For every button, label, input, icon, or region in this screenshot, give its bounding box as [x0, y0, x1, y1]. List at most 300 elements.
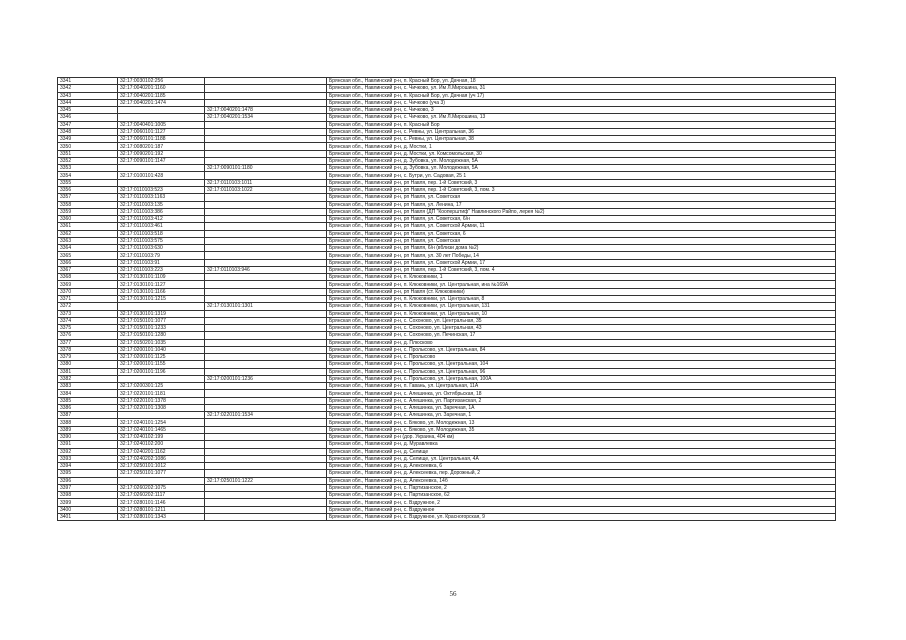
row-number-cell: 3372 — [58, 303, 118, 310]
table-row — [58, 448, 836, 455]
cadastral-number-cell: 32:17:0260202:1075 — [118, 484, 205, 491]
table-row — [58, 172, 836, 179]
table-row — [58, 165, 836, 172]
address-cell: Брянская обл., Навлинский р-н, д. Плюсково — [327, 339, 836, 346]
table-row — [58, 230, 836, 237]
cadastral-number-cell: 32:17:0220101:1378 — [118, 397, 205, 404]
row-number-cell: 3341 — [58, 78, 118, 85]
address-cell: Брянская обл., Навлинский р-н, с. Пролысово, ул. Центральная, 84 — [327, 346, 836, 353]
address-cell: Брянская обл., Навлинский р-н, п. Красный Бор, ул. Дачная, 18 — [327, 78, 836, 85]
row-number-cell: 3387 — [58, 412, 118, 419]
secondary-cadastral-number-cell — [205, 136, 327, 143]
table-row — [58, 513, 836, 520]
address-cell: Брянская обл., Навлинский р-н, рп Навля, ул. Советская, 6 — [327, 230, 836, 237]
table-row — [58, 128, 836, 135]
cadastral-number-cell: 32:17:0200101:1196 — [118, 368, 205, 375]
cadastral-number-cell: 32:17:0130101:1166 — [118, 288, 205, 295]
address-cell: Брянская обл., Навлинский р-н, рп Навля, пер. 1-й Советский, 3, пом. 4 — [327, 266, 836, 273]
address-cell: Брянская обл., Навлинский р-н, д. Алексеевка, пер. Дорожный, 2 — [327, 470, 836, 477]
row-number-cell: 3373 — [58, 310, 118, 317]
row-number-cell: 3366 — [58, 259, 118, 266]
row-number-cell: 3369 — [58, 281, 118, 288]
row-number-cell: 3367 — [58, 266, 118, 273]
table-row — [58, 484, 836, 491]
cadastral-number-cell: 32:17:0150101:1077 — [118, 317, 205, 324]
address-cell: Брянская обл., Навлинский р-н (дор. Украина, 404 км) — [327, 434, 836, 441]
table-row — [58, 368, 836, 375]
table-row — [58, 354, 836, 361]
row-number-cell: 3398 — [58, 492, 118, 499]
row-number-cell: 3380 — [58, 361, 118, 368]
secondary-cadastral-number-cell — [205, 492, 327, 499]
secondary-cadastral-number-cell — [205, 157, 327, 164]
address-cell: Брянская обл., Навлинский р-н, д. Алексеевка, 6 — [327, 463, 836, 470]
secondary-cadastral-number-cell: 32:17:0250101:1222 — [205, 477, 327, 484]
address-cell: Брянская обл., Навлинский р-н, д. Мостки, ул. Комсомольская, 30 — [327, 150, 836, 157]
address-cell: Брянская обл., Навлинский р-н, с. Чичково, ул. Им Л.Мирошина, 31 — [327, 85, 836, 92]
table-row — [58, 157, 836, 164]
row-number-cell: 3365 — [58, 252, 118, 259]
address-cell: Брянская обл., Навлинский р-н, рп Навля (ст. Клюковники) — [327, 288, 836, 295]
address-cell: Брянская обл., Навлинский р-н, с. Бяково, ул. Молодежная, 13 — [327, 419, 836, 426]
table-row — [58, 245, 836, 252]
row-number-cell: 3342 — [58, 85, 118, 92]
secondary-cadastral-number-cell — [205, 201, 327, 208]
row-number-cell: 3371 — [58, 295, 118, 302]
address-cell: Брянская обл., Навлинский р-н, рп Навля, ул. Ленина, 17 — [327, 201, 836, 208]
address-cell: Брянская обл., Навлинский р-н, рп Навля, ул. Советской Армии, 17 — [327, 259, 836, 266]
row-number-cell: 3362 — [58, 230, 118, 237]
address-cell: Брянская обл., Навлинский р-н, рп Навля, пер. 1-й Советский, 3 — [327, 179, 836, 186]
cadastral-number-cell — [118, 107, 205, 114]
row-number-cell: 3363 — [58, 237, 118, 244]
secondary-cadastral-number-cell — [205, 172, 327, 179]
secondary-cadastral-number-cell — [205, 325, 327, 332]
secondary-cadastral-number-cell — [205, 92, 327, 99]
cadastral-number-cell — [118, 375, 205, 382]
cadastral-number-cell: 32:17:0090201:192 — [118, 150, 205, 157]
cadastral-number-cell: 32:17:0240201:1162 — [118, 448, 205, 455]
row-number-cell: 3377 — [58, 339, 118, 346]
address-cell: Брянская обл., Навлинский р-н, с. Бутри, ул. Садовая, 25 1 — [327, 172, 836, 179]
row-number-cell: 3381 — [58, 368, 118, 375]
table-row — [58, 281, 836, 288]
cadastral-number-cell: 32:17:0080201:187 — [118, 143, 205, 150]
secondary-cadastral-number-cell — [205, 455, 327, 462]
secondary-cadastral-number-cell: 32:17:0040201:1478 — [205, 107, 327, 114]
cadastral-number-cell — [118, 179, 205, 186]
cadastral-number-cell: 32:17:0130101:1319 — [118, 310, 205, 317]
address-cell: Брянская обл., Навлинский р-н, с. Вздружное, 2 — [327, 499, 836, 506]
secondary-cadastral-number-cell — [205, 426, 327, 433]
address-cell: Брянская обл., Навлинский р-н, с. Чичково, 3 — [327, 107, 836, 114]
row-number-cell: 3400 — [58, 506, 118, 513]
row-number-cell: 3356 — [58, 186, 118, 193]
cadastral-number-cell: 32:17:0240202:1086 — [118, 455, 205, 462]
row-number-cell: 3361 — [58, 223, 118, 230]
row-number-cell: 3368 — [58, 274, 118, 281]
address-cell: Брянская обл., Навлинский р-н, рп Навля, ул. Советской Армии, 11 — [327, 223, 836, 230]
address-cell: Брянская обл., Навлинский р-н, п. Гавань, ул. Центральная, 11А — [327, 383, 836, 390]
secondary-cadastral-number-cell — [205, 245, 327, 252]
table-row — [58, 390, 836, 397]
cadastral-number-cell — [118, 114, 205, 121]
secondary-cadastral-number-cell — [205, 484, 327, 491]
row-number-cell: 3401 — [58, 513, 118, 520]
address-cell: Брянская обл., Навлинский р-н, рп Навля, ул. 30 лет Победы, 14 — [327, 252, 836, 259]
table-row — [58, 114, 836, 121]
table-row — [58, 92, 836, 99]
cadastral-number-cell: 32:17:0200301:125 — [118, 383, 205, 390]
secondary-cadastral-number-cell — [205, 310, 327, 317]
address-cell: Брянская обл., Навлинский р-н, с. Ревны, ул. Центральная, 36 — [327, 128, 836, 135]
secondary-cadastral-number-cell — [205, 317, 327, 324]
table-row — [58, 295, 836, 302]
row-number-cell: 3352 — [58, 157, 118, 164]
address-cell: Брянская обл., Навлинский р-н, п. Клюковники, ул. Центральная, ина №169А — [327, 281, 836, 288]
cadastral-number-cell: 32:17:0110103:135 — [118, 201, 205, 208]
secondary-cadastral-number-cell — [205, 216, 327, 223]
table-row — [58, 107, 836, 114]
row-number-cell: 3385 — [58, 397, 118, 404]
address-cell: Брянская обл., Навлинский р-н, рп Навля, 6/н (вблизи дома №2) — [327, 245, 836, 252]
row-number-cell: 3364 — [58, 245, 118, 252]
address-cell: Брянская обл., Навлинский р-н, с. Пролысово, ул. Центральная, 96 — [327, 368, 836, 375]
cadastral-number-cell: 32:17:0150101:1233 — [118, 325, 205, 332]
cadastral-number-cell: 32:17:0040401:1005 — [118, 121, 205, 128]
row-number-cell: 3360 — [58, 216, 118, 223]
table-row — [58, 252, 836, 259]
address-cell: Брянская обл., Навлинский р-н, п. Клюковники, ул. Центральная, 10 — [327, 310, 836, 317]
table-row — [58, 455, 836, 462]
row-number-cell: 3357 — [58, 194, 118, 201]
row-number-cell: 3379 — [58, 354, 118, 361]
cadastral-number-cell: 32:17:0110103:461 — [118, 223, 205, 230]
row-number-cell: 3390 — [58, 434, 118, 441]
secondary-cadastral-number-cell: 32:17:0040201:1534 — [205, 114, 327, 121]
cadastral-number-cell: 32:17:0110103:523 — [118, 186, 205, 193]
table-row — [58, 426, 836, 433]
row-number-cell: 3382 — [58, 375, 118, 382]
row-number-cell: 3375 — [58, 325, 118, 332]
table-row — [58, 470, 836, 477]
cadastral-number-cell: 32:17:0100101:428 — [118, 172, 205, 179]
table-row — [58, 121, 836, 128]
row-number-cell: 3354 — [58, 172, 118, 179]
table-row — [58, 259, 836, 266]
property-registry-table — [57, 77, 836, 521]
table-row — [58, 506, 836, 513]
table-row — [58, 317, 836, 324]
cadastral-number-cell: 32:17:0130101:1127 — [118, 281, 205, 288]
table-row — [58, 208, 836, 215]
address-cell: Брянская обл., Навлинский р-н, д. Алексеевка, 14б — [327, 477, 836, 484]
row-number-cell: 3370 — [58, 288, 118, 295]
row-number-cell: 3351 — [58, 150, 118, 157]
cadastral-number-cell: 32:17:0240101:1465 — [118, 426, 205, 433]
secondary-cadastral-number-cell — [205, 332, 327, 339]
cadastral-number-cell: 32:17:0130101:1109 — [118, 274, 205, 281]
address-cell: Брянская обл., Навлинский р-н, п. Красный Бор, ул. Дачная (уч 17) — [327, 92, 836, 99]
address-cell: Брянская обл., Навлинский р-н, п. Клюковники, 1 — [327, 274, 836, 281]
row-number-cell: 3346 — [58, 114, 118, 121]
secondary-cadastral-number-cell: 32:17:0090101:1180 — [205, 165, 327, 172]
address-cell: Брянская обл., Навлинский р-н, с. Алешинка, ул. Партизанская, 2 — [327, 397, 836, 404]
row-number-cell: 3343 — [58, 92, 118, 99]
row-number-cell: 3345 — [58, 107, 118, 114]
row-number-cell: 3392 — [58, 448, 118, 455]
cadastral-number-cell: 32:17:0150201:1035 — [118, 339, 205, 346]
cadastral-number-cell: 32:17:0110103:575 — [118, 237, 205, 244]
address-cell: Брянская обл., Навлинский р-н, д. Селище — [327, 448, 836, 455]
cadastral-number-cell: 32:17:0110103:223 — [118, 266, 205, 273]
table-row — [58, 78, 836, 85]
address-cell: Брянская обл., Навлинский р-н, д. Мостки, 1 — [327, 143, 836, 150]
cadastral-number-cell — [118, 303, 205, 310]
address-cell: Брянская обл., Навлинский р-н, рп Навля, ул. Советская — [327, 194, 836, 201]
table-row — [58, 419, 836, 426]
row-number-cell: 3394 — [58, 463, 118, 470]
table-row — [58, 136, 836, 143]
table-row — [58, 332, 836, 339]
cadastral-number-cell: 32:17:0280101:1146 — [118, 499, 205, 506]
table-row — [58, 441, 836, 448]
row-number-cell: 3358 — [58, 201, 118, 208]
address-cell: Брянская обл., Навлинский р-н, с. Пролысово, ул. Центральная, 100А — [327, 375, 836, 382]
cadastral-number-cell: 32:17:0250101:1012 — [118, 463, 205, 470]
cadastral-number-cell: 32:17:0060101:1127 — [118, 128, 205, 135]
table-row — [58, 499, 836, 506]
cadastral-number-cell: 32:17:0250101:1077 — [118, 470, 205, 477]
cadastral-number-cell: 32:17:0110103:518 — [118, 230, 205, 237]
table-row — [58, 383, 836, 390]
table-row — [58, 179, 836, 186]
secondary-cadastral-number-cell — [205, 339, 327, 346]
cadastral-number-cell: 32:17:0060101:1188 — [118, 136, 205, 143]
row-number-cell: 3347 — [58, 121, 118, 128]
cadastral-number-cell: 32:17:0040201:1185 — [118, 92, 205, 99]
secondary-cadastral-number-cell — [205, 274, 327, 281]
address-cell: Брянская обл., Навлинский р-н, д. Зубовка, ул. Молодежная, 5А — [327, 165, 836, 172]
registry-table-body — [58, 78, 836, 521]
cadastral-number-cell: 32:17:0030102:256 — [118, 78, 205, 85]
page-number: 56 — [449, 590, 457, 598]
address-cell: Брянская обл., Навлинский р-н, рп Навля, пер. 1-й Советский, 3, пом. 3 — [327, 186, 836, 193]
secondary-cadastral-number-cell: 32:17:0110103:1022 — [205, 186, 327, 193]
table-row — [58, 194, 836, 201]
table-row — [58, 223, 836, 230]
secondary-cadastral-number-cell: 32:17:0110103:946 — [205, 266, 327, 273]
table-row — [58, 397, 836, 404]
table-row — [58, 303, 836, 310]
address-cell: Брянская обл., Навлинский р-н, с. Алешинка, ул. Октябрьская, 18 — [327, 390, 836, 397]
cadastral-number-cell: 32:17:0110103:91 — [118, 259, 205, 266]
row-number-cell: 3393 — [58, 455, 118, 462]
table-row — [58, 266, 836, 273]
secondary-cadastral-number-cell — [205, 397, 327, 404]
cadastral-number-cell: 32:17:0110103:412 — [118, 216, 205, 223]
address-cell: Брянская обл., Навлинский р-н, рп Навля, ул. Советская, 6/н — [327, 216, 836, 223]
secondary-cadastral-number-cell — [205, 281, 327, 288]
cadastral-number-cell: 32:17:0200101:1040 — [118, 346, 205, 353]
secondary-cadastral-number-cell — [205, 121, 327, 128]
table-row — [58, 325, 836, 332]
secondary-cadastral-number-cell — [205, 78, 327, 85]
address-cell: Брянская обл., Навлинский р-н, д. Селище, ул. Центральная, 4А — [327, 455, 836, 462]
address-cell: Брянская обл., Навлинский р-н, с. Вздружное, ул. Красногорская, 9 — [327, 513, 836, 520]
row-number-cell: 3359 — [58, 208, 118, 215]
table-row — [58, 339, 836, 346]
secondary-cadastral-number-cell — [205, 85, 327, 92]
address-cell: Брянская обл., Навлинский р-н, с. Ревны, ул. Центральная, 38 — [327, 136, 836, 143]
secondary-cadastral-number-cell — [205, 506, 327, 513]
address-cell: Брянская обл., Навлинский р-н, с. Сохоново, ул. Центральная, 35 — [327, 317, 836, 324]
cadastral-number-cell: 32:17:0040201:1474 — [118, 99, 205, 106]
secondary-cadastral-number-cell — [205, 288, 327, 295]
cadastral-number-cell: 32:17:0110103:1163 — [118, 194, 205, 201]
secondary-cadastral-number-cell — [205, 346, 327, 353]
address-cell: Брянская обл., Навлинский р-н, с. Чичково, ул. Им Л.Мирошина, 13 — [327, 114, 836, 121]
table-row — [58, 492, 836, 499]
address-cell: Брянская обл., Навлинский р-н, рп Навля, ул. Советская — [327, 237, 836, 244]
row-number-cell: 3374 — [58, 317, 118, 324]
secondary-cadastral-number-cell — [205, 237, 327, 244]
table-row — [58, 346, 836, 353]
table-row — [58, 85, 836, 92]
cadastral-number-cell: 32:17:0150101:1280 — [118, 332, 205, 339]
address-cell: Брянская обл., Навлинский р-н, д. Зубовка, ул. Молодежная, 5А — [327, 157, 836, 164]
secondary-cadastral-number-cell — [205, 295, 327, 302]
secondary-cadastral-number-cell — [205, 143, 327, 150]
cadastral-number-cell: 32:17:0280101:1211 — [118, 506, 205, 513]
secondary-cadastral-number-cell — [205, 441, 327, 448]
table-row — [58, 310, 836, 317]
cadastral-number-cell — [118, 165, 205, 172]
secondary-cadastral-number-cell — [205, 354, 327, 361]
secondary-cadastral-number-cell — [205, 499, 327, 506]
table-row — [58, 404, 836, 411]
table-row — [58, 434, 836, 441]
cadastral-number-cell: 32:17:0110103:386 — [118, 208, 205, 215]
row-number-cell: 3355 — [58, 179, 118, 186]
address-cell: Брянская обл., Навлинский р-н, с. Сохоново, ул. Центральная, 43 — [327, 325, 836, 332]
row-number-cell: 3353 — [58, 165, 118, 172]
row-number-cell: 3386 — [58, 404, 118, 411]
cadastral-number-cell: 32:17:0130101:1215 — [118, 295, 205, 302]
address-cell: Брянская обл., Навлинский р-н, с. Алешинка, ул. Заречная, 1А — [327, 404, 836, 411]
table-row — [58, 143, 836, 150]
row-number-cell: 3397 — [58, 484, 118, 491]
secondary-cadastral-number-cell — [205, 194, 327, 201]
secondary-cadastral-number-cell — [205, 223, 327, 230]
row-number-cell: 3350 — [58, 143, 118, 150]
cadastral-number-cell: 32:17:0040201:1160 — [118, 85, 205, 92]
table-row — [58, 274, 836, 281]
secondary-cadastral-number-cell — [205, 419, 327, 426]
secondary-cadastral-number-cell — [205, 208, 327, 215]
table-row — [58, 237, 836, 244]
table-row — [58, 186, 836, 193]
table-row — [58, 216, 836, 223]
cadastral-number-cell: 32:17:0110103:630 — [118, 245, 205, 252]
row-number-cell: 3349 — [58, 136, 118, 143]
address-cell: Брянская обл., Навлинский р-н, с. Партизанское, 2 — [327, 484, 836, 491]
row-number-cell: 3384 — [58, 390, 118, 397]
cadastral-number-cell: 32:17:0240102:199 — [118, 434, 205, 441]
cadastral-number-cell: 32:17:0110103:79 — [118, 252, 205, 259]
row-number-cell: 3389 — [58, 426, 118, 433]
secondary-cadastral-number-cell — [205, 128, 327, 135]
address-cell: Брянская обл., Навлинский р-н, д. Муравлевка — [327, 441, 836, 448]
secondary-cadastral-number-cell: 32:17:0220101:1534 — [205, 412, 327, 419]
cadastral-number-cell: 32:17:0240101:1254 — [118, 419, 205, 426]
address-cell: Брянская обл., Навлинский р-н, п. Клюковники, ул. Центральная, 8 — [327, 295, 836, 302]
secondary-cadastral-number-cell — [205, 390, 327, 397]
table-row — [58, 99, 836, 106]
row-number-cell: 3388 — [58, 419, 118, 426]
secondary-cadastral-number-cell — [205, 259, 327, 266]
cadastral-number-cell: 32:17:0220101:1181 — [118, 390, 205, 397]
address-cell: Брянская обл., Навлинский р-н, с. Бяково, ул. Молодежная, 35 — [327, 426, 836, 433]
secondary-cadastral-number-cell — [205, 470, 327, 477]
row-number-cell: 3376 — [58, 332, 118, 339]
secondary-cadastral-number-cell — [205, 150, 327, 157]
cadastral-number-cell: 32:17:0090101:1147 — [118, 157, 205, 164]
address-cell: Брянская обл., Навлинский р-н, с. Алешинка, ул. Заречная, 1 — [327, 412, 836, 419]
cadastral-number-cell: 32:17:0260202:1117 — [118, 492, 205, 499]
address-cell: Брянская обл., Навлинский р-н, п. Красный Бор — [327, 121, 836, 128]
row-number-cell: 3396 — [58, 477, 118, 484]
table-row — [58, 150, 836, 157]
address-cell: Брянская обл., Навлинский р-н, с. Вздружное — [327, 506, 836, 513]
table-row — [58, 412, 836, 419]
secondary-cadastral-number-cell — [205, 404, 327, 411]
row-number-cell: 3348 — [58, 128, 118, 135]
address-cell: Брянская обл., Навлинский р-н, с. Сохоново, ул. Печинская, 17 — [327, 332, 836, 339]
secondary-cadastral-number-cell — [205, 513, 327, 520]
secondary-cadastral-number-cell — [205, 434, 327, 441]
table-row — [58, 463, 836, 470]
row-number-cell: 3395 — [58, 470, 118, 477]
table-row — [58, 477, 836, 484]
cadastral-number-cell: 32:17:0200101:1155 — [118, 361, 205, 368]
address-cell: Брянская обл., Навлинский р-н, с. Пролысово, ул. Центральная, 104 — [327, 361, 836, 368]
secondary-cadastral-number-cell — [205, 99, 327, 106]
address-cell: Брянская обл., Навлинский р-н, с. Чичково (уча 3) — [327, 99, 836, 106]
secondary-cadastral-number-cell — [205, 463, 327, 470]
row-number-cell: 3383 — [58, 383, 118, 390]
table-row — [58, 361, 836, 368]
row-number-cell: 3378 — [58, 346, 118, 353]
cadastral-number-cell — [118, 412, 205, 419]
secondary-cadastral-number-cell — [205, 448, 327, 455]
address-cell: Брянская обл., Навлинский р-н, с. Пролысово — [327, 354, 836, 361]
secondary-cadastral-number-cell — [205, 230, 327, 237]
cadastral-number-cell: 32:17:0200101:1125 — [118, 354, 205, 361]
address-cell: Брянская обл., Навлинский р-н, с. Партизанское, 62 — [327, 492, 836, 499]
row-number-cell: 3344 — [58, 99, 118, 106]
secondary-cadastral-number-cell — [205, 252, 327, 259]
secondary-cadastral-number-cell — [205, 361, 327, 368]
address-cell: Брянская обл., Навлинский р-н, п. Клюковники, ул. Центральная, 131 — [327, 303, 836, 310]
secondary-cadastral-number-cell — [205, 368, 327, 375]
cadastral-number-cell: 32:17:0220101:1308 — [118, 404, 205, 411]
table-row — [58, 201, 836, 208]
secondary-cadastral-number-cell: 32:17:0130101:1301 — [205, 303, 327, 310]
address-cell: Брянская обл., Навлинский р-н, рп Навля (ДП "Кооперштиф" Навлинского Райпо, лерея №2) — [327, 208, 836, 215]
cadastral-number-cell — [118, 477, 205, 484]
row-number-cell: 3391 — [58, 441, 118, 448]
